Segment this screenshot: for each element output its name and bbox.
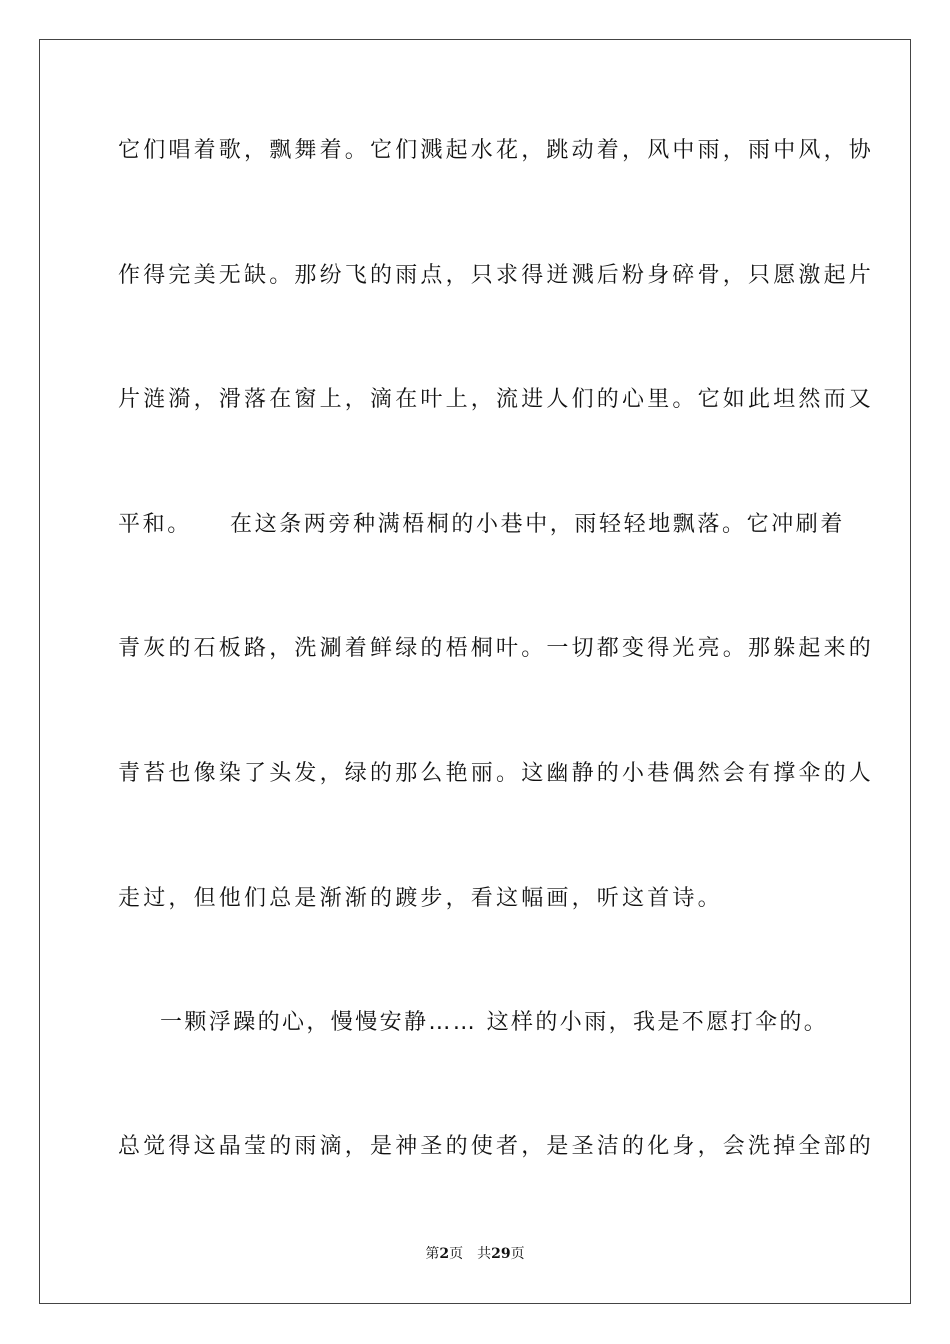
body-line-2: 作得完美无缺。那纷飞的雨点，只求得迸溅后粉身碎骨，只愿激起片 xyxy=(118,263,875,288)
footer-total-suffix: 页 xyxy=(510,1246,525,1262)
body-line-1: 它们唱着歌，飘舞着。它们溅起水花，跳动着，风中雨，雨中风，协 xyxy=(118,138,875,163)
body-line-4: 平和。 在这条两旁种满梧桐的小巷中，雨轻轻地飘落。它冲刷着 xyxy=(118,512,846,537)
body-line-5: 青灰的石板路，洗涮着鲜绿的梧桐叶。一切都变得光亮。那躲起来的 xyxy=(118,636,875,661)
body-line-9: 总觉得这晶莹的雨滴，是神圣的使者，是圣洁的化身，会洗掉全部的 xyxy=(118,1134,875,1159)
body-line-7: 走过，但他们总是渐渐的踱步，看这幅画，听这首诗。 xyxy=(118,886,723,911)
footer-page-number: 2 xyxy=(439,1246,450,1262)
page-footer xyxy=(0,1244,950,1264)
footer-page-suffix: 页 共 xyxy=(449,1246,492,1262)
footer-total-pages: 29 xyxy=(491,1246,511,1262)
body-line-6: 青苔也像染了头发，绿的那么艳丽。这幽静的小巷偶然会有撑伞的人 xyxy=(118,761,875,786)
body-line-8: 一颗浮躁的心，慢慢安静…… 这样的小雨，我是不愿打伞的。 xyxy=(160,1010,829,1035)
page-border xyxy=(39,39,911,1304)
body-line-3: 片涟漪，滑落在窗上，滴在叶上，流进人们的心里。它如此坦然而又 xyxy=(118,387,875,412)
footer-page-prefix: 第 xyxy=(425,1246,440,1262)
